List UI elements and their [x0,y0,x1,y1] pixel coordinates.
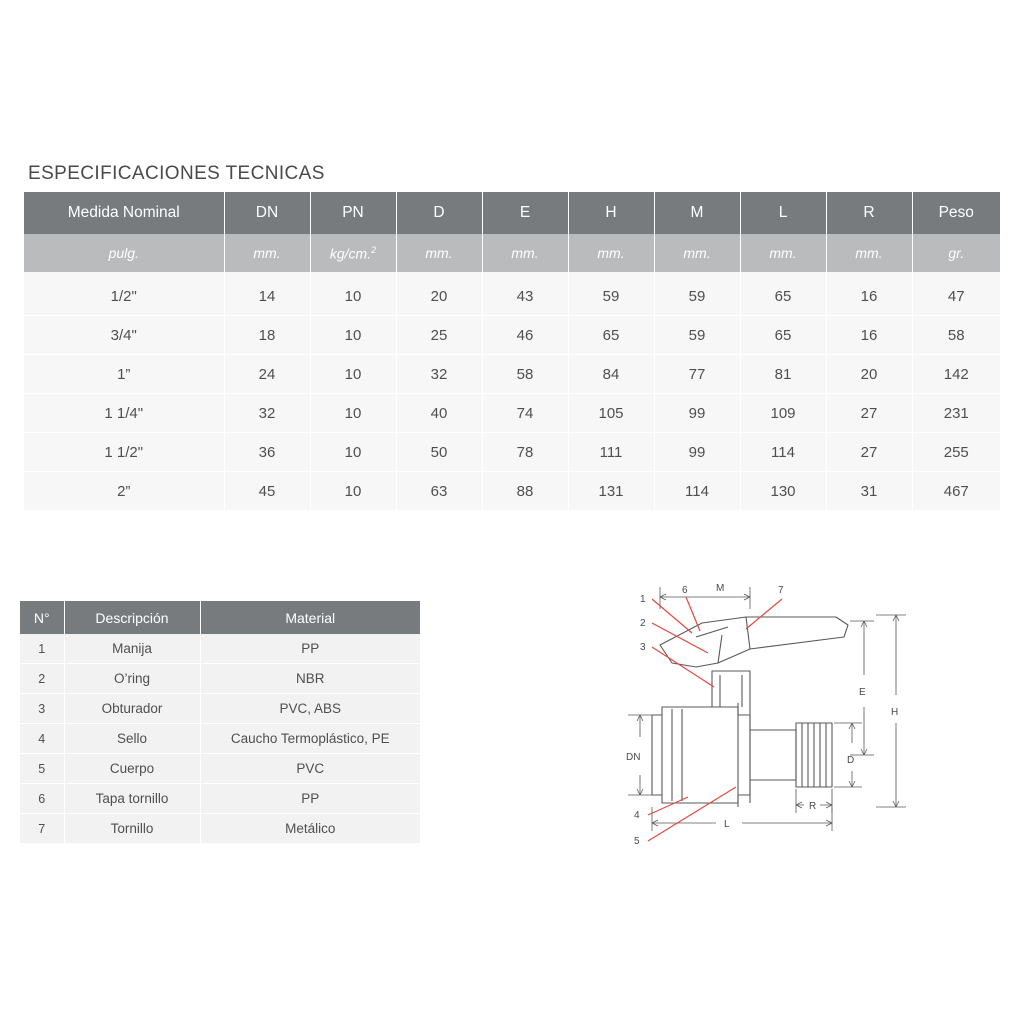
spec-cell: 27 [826,433,912,472]
spec-cell: 40 [396,394,482,433]
spec-header-cell: Medida Nominal [24,192,224,234]
spec-cell: 47 [912,272,1000,316]
spec-cell: 32 [396,355,482,394]
spec-cell: 130 [740,472,826,511]
callout-label-4: 4 [634,810,640,821]
part-number-cell: 3 [20,694,64,724]
spec-cell: 32 [224,394,310,433]
spec-cell: 58 [482,355,568,394]
spec-cell: 10 [310,433,396,472]
spec-cell: 10 [310,472,396,511]
part-description-cell: Cuerpo [64,754,200,784]
part-number-cell: 5 [20,754,64,784]
spec-cell: 10 [310,272,396,316]
dimension-label-m: M [716,583,725,594]
spec-cell: 88 [482,472,568,511]
spec-header-cell: PN [310,192,396,234]
spec-cell: 105 [568,394,654,433]
spec-cell: 1 1/4" [24,394,224,433]
dimension-label-h: H [891,707,899,718]
spec-table-header-row [24,192,1000,234]
table-row [24,272,1000,316]
spec-cell: 59 [654,272,740,316]
table-row [20,784,420,814]
spec-cell: 81 [740,355,826,394]
spec-cell: 99 [654,433,740,472]
part-material-cell: PP [200,784,420,814]
part-material-cell: Caucho Termoplástico, PE [200,724,420,754]
spec-cell: 467 [912,472,1000,511]
spec-cell: 77 [654,355,740,394]
callout-label-5: 5 [634,836,640,847]
dimension-label-d: D [847,755,855,766]
table-row [20,694,420,724]
table-row [20,634,420,664]
spec-cell: 20 [826,355,912,394]
table-row [24,433,1000,472]
spec-unit-cell: mm. [826,234,912,272]
spec-cell: 36 [224,433,310,472]
spec-cell: 16 [826,316,912,355]
part-description-cell: Sello [64,724,200,754]
spec-unit-cell: mm. [568,234,654,272]
spec-cell: 46 [482,316,568,355]
spec-table-units-row [24,234,1000,272]
spec-header-cell: H [568,192,654,234]
spec-cell: 27 [826,394,912,433]
parts-header-cell: Descripción [64,601,200,634]
technical-specifications-table [24,192,1000,510]
spec-cell: 10 [310,316,396,355]
spec-cell: 10 [310,394,396,433]
spec-cell: 43 [482,272,568,316]
spec-header-cell: DN [224,192,310,234]
part-number-cell: 2 [20,664,64,694]
part-material-cell: PVC, ABS [200,694,420,724]
part-description-cell: Tapa tornillo [64,784,200,814]
part-description-cell: Manija [64,634,200,664]
part-number-cell: 6 [20,784,64,814]
table-row [24,394,1000,433]
spec-unit-text: kg/cm. [329,245,372,262]
dimension-label-r: R [809,801,817,812]
spec-unit-cell: gr. [912,234,1000,272]
dimension-label-e: E [859,687,866,698]
spec-cell: 65 [740,272,826,316]
spec-cell: 78 [482,433,568,472]
part-number-cell: 1 [20,634,64,664]
parts-header-cell: N° [20,601,64,634]
spec-cell: 59 [568,272,654,316]
spec-cell: 25 [396,316,482,355]
part-number-cell: 7 [20,814,64,844]
ball-valve-technical-drawing [600,575,940,875]
spec-unit-cell: mm. [654,234,740,272]
spec-unit-cell [310,234,396,272]
spec-cell: 231 [912,394,1000,433]
part-description-cell: Obturador [64,694,200,724]
spec-cell: 255 [912,433,1000,472]
spec-cell: 114 [654,472,740,511]
spec-cell: 31 [826,472,912,511]
spec-cell: 99 [654,394,740,433]
spec-cell: 1/2" [24,272,224,316]
spec-cell: 131 [568,472,654,511]
table-row [24,472,1000,511]
spec-cell: 114 [740,433,826,472]
table-row [20,814,420,844]
part-material-cell: Metálico [200,814,420,844]
spec-cell: 3/4" [24,316,224,355]
spec-cell: 58 [912,316,1000,355]
spec-cell: 24 [224,355,310,394]
spec-unit-superscript: 2 [371,244,377,255]
spec-cell: 63 [396,472,482,511]
callout-label-2: 2 [640,618,646,629]
spec-cell: 14 [224,272,310,316]
spec-header-cell: R [826,192,912,234]
spec-cell: 65 [740,316,826,355]
callout-label-6: 6 [682,585,688,596]
spec-cell: 10 [310,355,396,394]
spec-cell: 20 [396,272,482,316]
spec-cell: 142 [912,355,1000,394]
part-material-cell: PP [200,634,420,664]
table-row [24,316,1000,355]
spec-cell: 18 [224,316,310,355]
spec-cell: 50 [396,433,482,472]
spec-header-cell: L [740,192,826,234]
spec-header-cell: Peso [912,192,1000,234]
table-row [24,355,1000,394]
spec-unit-cell: mm. [482,234,568,272]
spec-cell: 1 1/2" [24,433,224,472]
spec-cell: 1” [24,355,224,394]
spec-cell: 111 [568,433,654,472]
spec-cell: 65 [568,316,654,355]
part-description-cell: O’ring [64,664,200,694]
part-material-cell: PVC [200,754,420,784]
part-material-cell: NBR [200,664,420,694]
spec-cell: 2” [24,472,224,511]
spec-unit-cell: mm. [740,234,826,272]
spec-cell: 59 [654,316,740,355]
callout-label-7: 7 [778,585,784,596]
spec-header-cell: E [482,192,568,234]
table-row [20,664,420,694]
part-number-cell: 4 [20,724,64,754]
callout-label-1: 1 [640,594,646,605]
parts-materials-table [20,601,420,843]
spec-cell: 109 [740,394,826,433]
part-description-cell: Tornillo [64,814,200,844]
spec-header-cell: D [396,192,482,234]
spec-cell: 84 [568,355,654,394]
dimension-label-dn: DN [626,752,641,763]
table-row [20,754,420,784]
spec-cell: 16 [826,272,912,316]
table-row [20,724,420,754]
spec-unit-cell: pulg. [24,234,224,272]
parts-table-header-row [20,601,420,634]
spec-cell: 45 [224,472,310,511]
page-title: ESPECIFICACIONES TECNICAS [28,163,325,184]
callout-label-3: 3 [640,642,646,653]
spec-header-cell: M [654,192,740,234]
spec-unit-cell: mm. [224,234,310,272]
spec-cell: 74 [482,394,568,433]
parts-header-cell: Material [200,601,420,634]
spec-unit-cell: mm. [396,234,482,272]
dimension-label-l: L [724,819,730,830]
